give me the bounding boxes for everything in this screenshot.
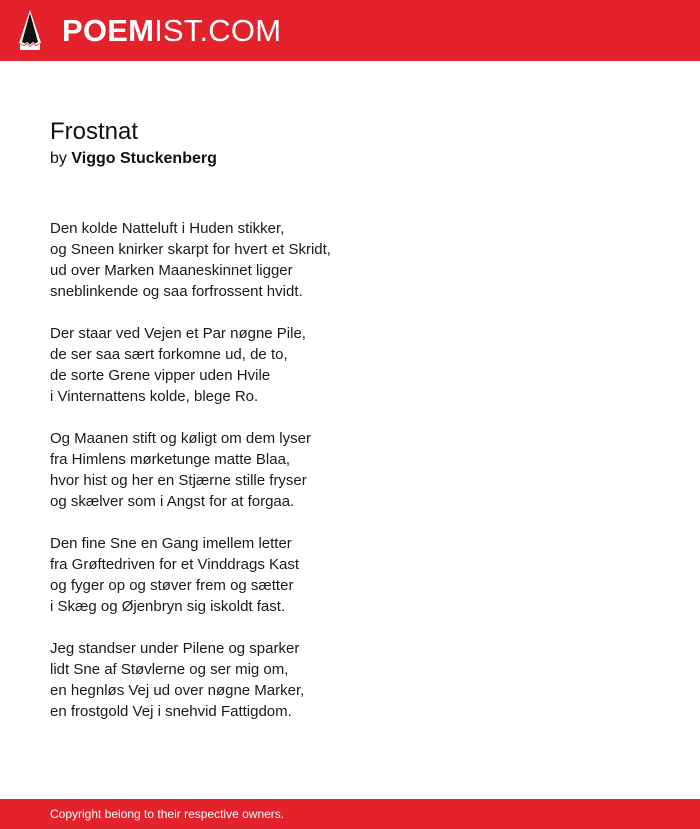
poem-line: hvor hist og her en Stjærne stille fryser bbox=[50, 472, 307, 489]
site-header bbox=[0, 0, 700, 61]
site-footer bbox=[0, 799, 700, 829]
poem-line: i Skæg og Øjenbryn sig iskoldt fast. bbox=[50, 598, 286, 615]
stanza bbox=[50, 533, 650, 617]
poem-line: og Sneen knirker skarpt for hvert et Skridt, bbox=[50, 241, 331, 258]
poem-line: Jeg standser under Pilene og sparker bbox=[50, 640, 300, 657]
poem-line: en hegnløs Vej ud over nøgne Marker, bbox=[50, 682, 305, 699]
brand-light-text: IST.COM bbox=[154, 13, 282, 48]
poem-line: Den kolde Natteluft i Huden stikker, bbox=[50, 220, 285, 237]
poem-line: lidt Sne af Støvlerne og ser mig om, bbox=[50, 661, 289, 678]
poem-line: en frostgold Vej i snehvid Fattigdom. bbox=[50, 703, 292, 720]
copyright-text: Copyright belong to their respective owners. bbox=[50, 807, 285, 821]
poem-line: fra Grøftedriven for et Vinddrags Kast bbox=[50, 556, 300, 573]
site-logo-text[interactable] bbox=[62, 13, 281, 49]
poem-title: Frostnat bbox=[50, 118, 139, 145]
poem-line: Der staar ved Vejen et Par nøgne Pile, bbox=[50, 325, 306, 342]
poem-line: ud over Marken Maaneskinnet ligger bbox=[50, 262, 293, 279]
poem-line: Den fine Sne en Gang imellem letter bbox=[50, 535, 292, 552]
pencil-icon[interactable] bbox=[18, 9, 42, 51]
poem-line: og fyger op og støver frem og sætter bbox=[50, 577, 294, 594]
poem-line: Og Maanen stift og køligt om dem lyser bbox=[50, 430, 311, 447]
stanza bbox=[50, 428, 650, 512]
stanza bbox=[50, 638, 650, 722]
author-name: Viggo Stuckenberg bbox=[71, 150, 217, 167]
poem-line: fra Himlens mørketunge matte Blaa, bbox=[50, 451, 291, 468]
by-label: by bbox=[50, 150, 67, 167]
poem-line: og skælver som i Angst for at forgaa. bbox=[50, 493, 295, 510]
byline bbox=[50, 148, 217, 170]
poem-line: de ser saa sært forkomne ud, de to, bbox=[50, 346, 288, 363]
poem-line: de sorte Grene vipper uden Hvile bbox=[50, 367, 271, 384]
poem-body bbox=[50, 218, 650, 743]
poem-line: i Vinternattens kolde, blege Ro. bbox=[50, 388, 259, 405]
stanza bbox=[50, 323, 650, 407]
brand-bold-text: POEM bbox=[62, 13, 155, 48]
stanza bbox=[50, 218, 650, 302]
poem-line: sneblinkende og saa forfrossent hvidt. bbox=[50, 283, 303, 300]
